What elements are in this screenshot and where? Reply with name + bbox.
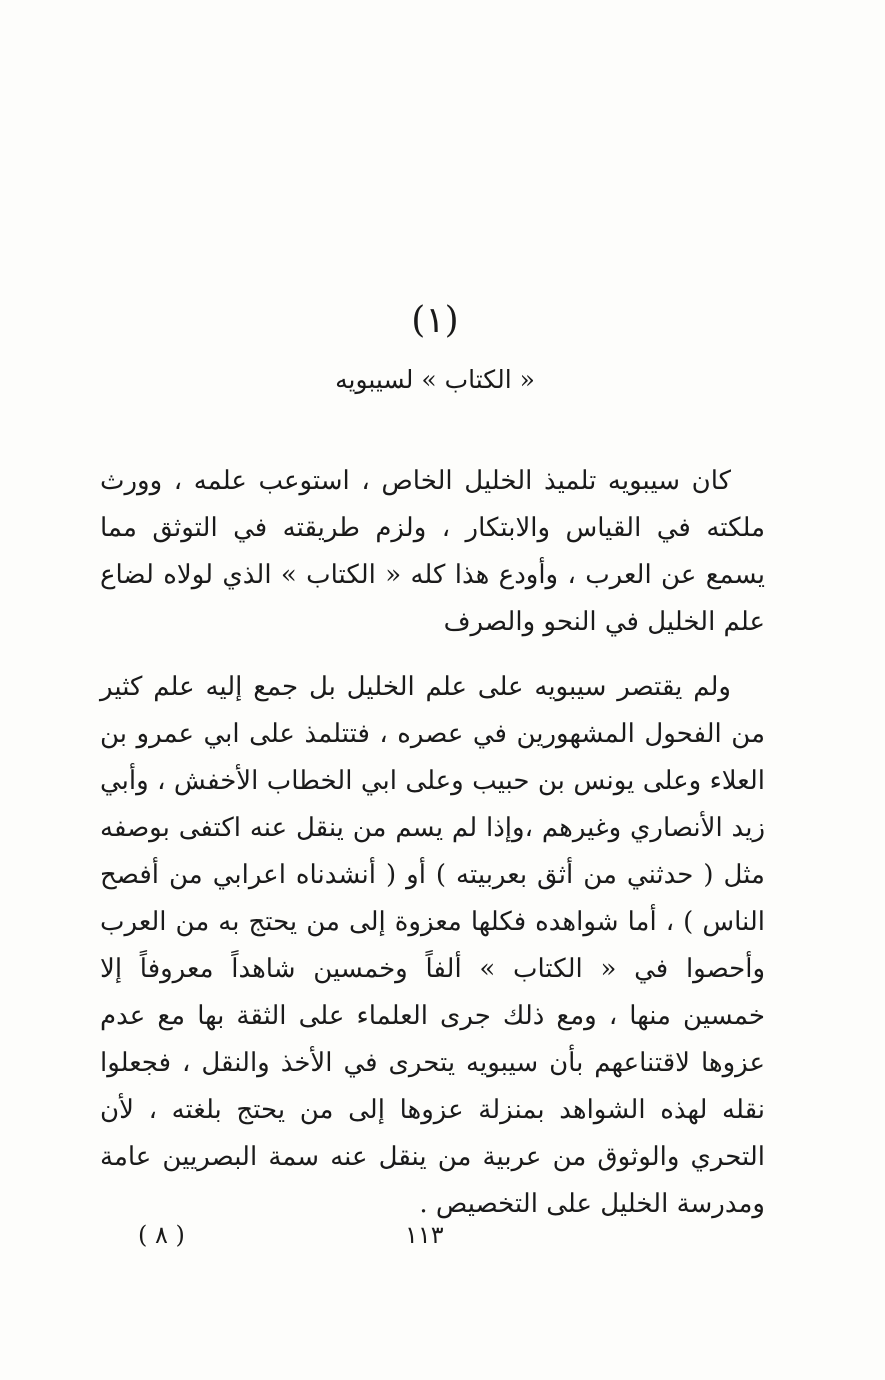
paragraph-2: ولم يقتصر سيبويه على علم الخليل بل جمع إليه علم كثير من الفحول المشهورين في عصره ، فتتلمذ على ابي عمرو بن العلاء وعلى يونس بن حبيب وعلى ابي الخطاب الأخفش ، وأبي زيد الأنصاري وغيرهم ،وإذا لم يسم من ينقل عنه اكتفى بوصفه مثل ( حدثني من أثق بعربيته ) أو ( أنشدناه اعرابي من أفصح الناس ) ، أما شواهده فكلها معزوة إلى من يحتج به من العرب وأحصوا في « الكتاب » ألفاً وخمسين شاهداً معروفاً إلا خمسين منها ، ومع ذلك جرى العلماء على الثقة بها مع عدم عزوها لاقتناعهم بأن سيبويه يتحرى في الأخذ والنقل ، فجعلوا نقله لهذه الشواهد بمنزلة عزوها إلى من يحتج بلغته ، لأن التحري والوثوق من عربية من ينقل عنه سمة البصريين عامة ومدرسة الخليل على التخصيص . <box>100 672 765 1219</box>
signature-mark: ( ٨ ) <box>138 1221 185 1249</box>
page-footer <box>0 1215 885 1255</box>
section-number: (١) <box>411 300 459 341</box>
page-number: ١١٣ <box>405 1221 444 1249</box>
body-text <box>100 458 765 1228</box>
paragraph-1: كان سيبويه تلميذ الخليل الخاص ، استوعب علمه ، وورث ملكته في القياس والابتكار ، ولزم طريقته في التوثق مما يسمع عن العرب ، وأودع هذا كله « الكتاب » الذي لولاه لضاع علم الخليل في النحو والصرف <box>100 466 765 637</box>
section-title: « الكتاب » لسيبويه <box>335 365 535 394</box>
